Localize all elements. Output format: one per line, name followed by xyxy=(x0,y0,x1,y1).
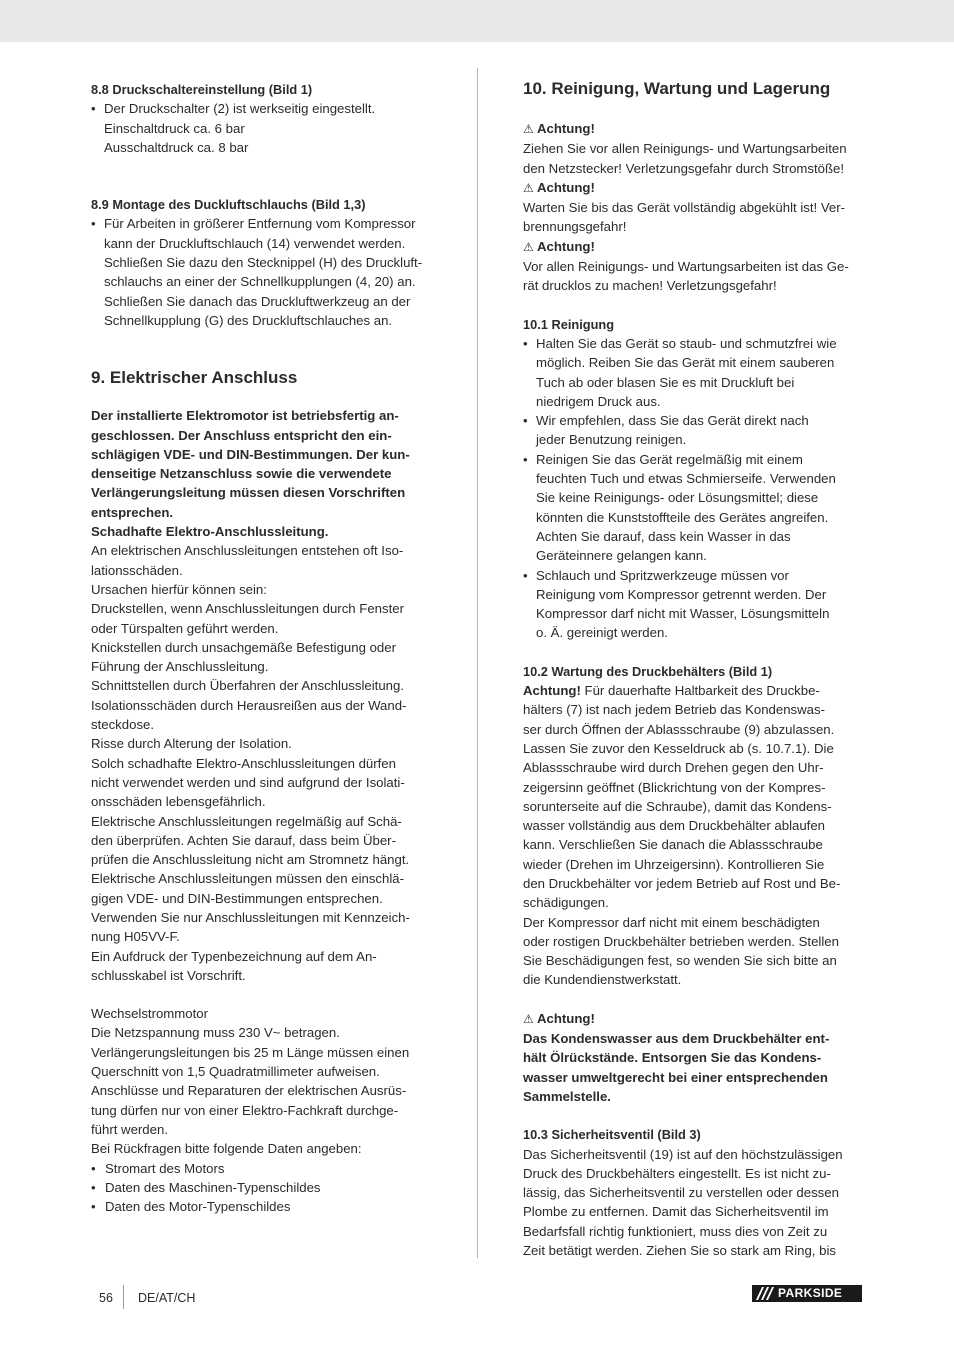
text-line: jeder Benutzung reinigen. xyxy=(536,432,687,448)
warning-text-2 xyxy=(523,198,866,237)
text-line: o. Ä. gereinigt werden. xyxy=(536,625,668,641)
text-line: Reinigung vom Kompressor getrennt werden. Der xyxy=(536,586,827,602)
text-line: sorunterseite auf die Schraube), damit das Kondens- xyxy=(523,798,832,814)
text-line: • Für Arbeiten in größerer Entfernung vom Kompressor xyxy=(104,216,416,232)
text-line: Verwenden Sie nur Anschlussleitungen mit Kennzeich- xyxy=(91,909,410,925)
text-line: Elektrische Anschlussleitungen müssen den einschlä- xyxy=(91,871,405,887)
text-line: Geräteinnere gelangen kann. xyxy=(536,548,707,564)
text-line: Sammelstelle. xyxy=(523,1088,611,1104)
warning-heading xyxy=(523,119,866,139)
text-line: den überprüfen. Achten Sie darauf, dass beim Über- xyxy=(91,832,396,848)
list-item xyxy=(523,450,866,566)
text-line: Zeit betätigt werden. Ziehen Sie so stark am Ring, bis xyxy=(523,1243,836,1259)
brand-name: PARKSIDE xyxy=(778,1286,843,1300)
text-line: schlägigen VDE- und DIN-Bestimmungen. Der kun- xyxy=(91,446,410,462)
section-8-9-title: 8.9 Montage des Duckluftschlauchs (Bild 1,3) xyxy=(91,197,366,213)
text-line: Ausschaltdruck ca. 8 bar xyxy=(104,139,249,155)
text-line: Ursachen hierfür können sein: xyxy=(91,581,267,597)
section-9-title: 9. Elektrischer Anschluss xyxy=(91,368,298,388)
text-line: feuchten Tuch und etwas Schmierseife. Verwenden xyxy=(536,471,836,487)
page-footer xyxy=(0,1285,954,1311)
list-item xyxy=(523,566,866,643)
text-line: nung H05VV-F. xyxy=(91,929,180,945)
text-line: Bei Rückfragen bitte folgende Daten angeben: xyxy=(91,1141,362,1157)
text-line: Die Netzspannung muss 230 V~ betragen. xyxy=(91,1025,340,1041)
section-9-text xyxy=(91,541,433,985)
text-line: Knickstellen durch unsachgemäße Befestigung oder xyxy=(91,639,396,655)
warning-icon: ⚠ xyxy=(523,122,534,136)
list-item xyxy=(523,411,866,450)
text-line: Ablassschraube wird durch Drehen gegen den Uhr- xyxy=(523,760,824,776)
list-item xyxy=(523,334,866,411)
text-line: Anschlüsse und Reparaturen der elektrischen Ausrüs- xyxy=(91,1083,407,1099)
section-10-3-title: 10.3 Sicherheitsventil (Bild 3) xyxy=(523,1127,701,1143)
text-line: entsprechen. xyxy=(91,504,174,520)
text-line: oder rostigen Druckbehälter betrieben werden. Stellen xyxy=(523,933,839,949)
text-line: Solch schadhafte Elektro-Anschlussleitungen dürfen xyxy=(91,755,396,771)
page-number: 56 xyxy=(99,1291,113,1305)
text-line: möglich. Reiben Sie das Gerät mit einem sauberen xyxy=(536,355,835,371)
text-line: Führung der Anschlussleitung. xyxy=(91,659,269,675)
warning-label: Achtung! xyxy=(537,121,595,136)
text-line: Verlängerungsleitungen bis 25 m Länge müssen einen xyxy=(91,1044,410,1060)
attention-label: Achtung! xyxy=(523,683,581,699)
text-line: zeigersinn geöffnet (Blickrichtung von der Kompres- xyxy=(523,779,826,795)
section-8-8-title: 8.8 Druckschaltereinstellung (Bild 1) xyxy=(91,82,313,97)
column-divider xyxy=(477,68,478,1258)
text-line: Druck des Druckbehälters eingestellt. Es ist nicht zu- xyxy=(523,1165,831,1181)
text-line: Isolationsschäden durch Herausreißen aus der Wand- xyxy=(91,697,407,713)
text-line: Wechselstrommotor xyxy=(91,1006,209,1022)
text-line: Schnittstellen durch Überfahren der Anschlussleitung. xyxy=(91,678,405,694)
text-line: den Netzstecker! Verletzungsgefahr durch Stromstöße! xyxy=(523,160,845,176)
text-line: die Kundendienstwerkstatt. xyxy=(523,972,682,988)
text-line: Bedarfsfall richtig funktioniert, muss dies von Zeit zu xyxy=(523,1223,828,1239)
text-line: denseitige Netzanschluss sowie die verwendete xyxy=(91,466,392,482)
text-line: onsschäden lebensgefährlich. xyxy=(91,794,266,810)
text-line: Das Sicherheitsventil (19) ist auf den höchstzulässigen xyxy=(523,1146,843,1162)
text-line: Sie Beschädigungen fest, so wenden Sie sich bitte an xyxy=(523,953,837,969)
text-line: brennungsgefahr! xyxy=(523,219,627,235)
text-line: An elektrischen Anschlussleitungen entstehen oft Iso- xyxy=(91,543,404,559)
warning-label: Achtung! xyxy=(537,238,595,254)
section-9-text-2 xyxy=(91,1004,433,1158)
text-line: prüfen die Anschlussleitung nicht am Stromnetz hängt. xyxy=(91,852,410,868)
text-line: niedrigem Druck aus. xyxy=(536,393,661,409)
warning-icon: ⚠ xyxy=(523,1011,534,1026)
warning-text-1 xyxy=(523,139,866,178)
text-line: Elektrische Anschlussleitungen regelmäßig auf Schä- xyxy=(91,813,402,829)
text-line: Risse durch Alterung der Isolation. xyxy=(91,736,292,752)
text-line: Plombe zu entfernen. Damit das Sicherheitsventil im xyxy=(523,1204,829,1220)
text-line: Schließen Sie danach das Druckluftwerkzeug an der xyxy=(104,293,411,309)
text-line: schlauchs an einer der Schnellkupplungen (4, 20) an. xyxy=(104,274,416,290)
warning-text-4 xyxy=(523,1029,866,1106)
list-item: • Daten des Maschinen-Typenschildes xyxy=(91,1178,433,1197)
section-10-2-title: 10.2 Wartung des Druckbehälters (Bild 1) xyxy=(523,663,773,679)
text-line: gigen VDE- und DIN-Bestimmungen entsprechen. xyxy=(91,890,383,906)
warning-heading xyxy=(523,237,866,257)
text-line: nicht verwendet werden und sind aufgrund der Isolati- xyxy=(91,774,405,790)
top-bar xyxy=(0,0,954,42)
text-line: Schnellkupplung (G) des Druckluftschlauches an. xyxy=(104,312,393,328)
warning-icon: ⚠ xyxy=(523,239,534,254)
parkside-logo xyxy=(752,1285,862,1302)
warning-heading xyxy=(523,178,866,198)
text-line: lässig, das Sicherheitsventil zu verstellen oder dessen xyxy=(523,1185,839,1201)
text-line: • Wir empfehlen, dass Sie das Gerät direkt nach xyxy=(536,413,809,429)
text-line: führt werden. xyxy=(91,1121,168,1137)
logo-stripes-icon xyxy=(756,1285,774,1302)
text-line: hält Ölrückstände. Entsorgen Sie das Kondens- xyxy=(523,1050,822,1066)
section-10-2-text xyxy=(523,681,866,990)
warning-text-3 xyxy=(523,257,866,296)
region-label: DE/AT/CH xyxy=(138,1291,196,1305)
section-8-8-bullet xyxy=(91,99,433,157)
right-column xyxy=(523,77,866,1260)
list-item: • Stromart des Motors xyxy=(91,1159,433,1178)
text-line: könnten die Kunststoffteile des Gerätes angreifen. xyxy=(536,509,829,525)
text-line: Schließen Sie dazu den Stecknippel (H) des Druckluft- xyxy=(104,255,423,271)
text-line: schlusskabel ist Vorschrift. xyxy=(91,967,246,983)
footer-divider xyxy=(123,1285,124,1309)
text-line: Das Kondenswasser aus dem Druckbehälter ent- xyxy=(523,1031,830,1047)
text-line: oder Türspalten geführt werden. xyxy=(91,620,279,636)
text-line: • Schlauch und Spritzwerkzeuge müssen vor xyxy=(536,567,789,583)
text-line: hälters (7) ist nach jedem Betrieb das Kondenswas- xyxy=(523,702,825,718)
warning-label: Achtung! xyxy=(537,1010,595,1026)
section-9-bold-block xyxy=(91,406,433,541)
text-line: geschlossen. Der Anschluss entspricht den ein- xyxy=(91,427,392,443)
warning-icon: ⚠ xyxy=(523,180,534,195)
text-line: Schadhafte Elektro-Anschlussleitung. xyxy=(91,524,329,540)
text-span: Für dauerhafte Haltbarkeit des Druckbe- xyxy=(580,683,820,699)
text-line: • Der Druckschalter (2) ist werkseitig eingestellt. xyxy=(104,101,376,117)
text-line: schädigungen. xyxy=(523,895,609,911)
text-line: steckdose. xyxy=(91,717,155,733)
section-8-9-bullet xyxy=(91,214,433,330)
text-line: Ein Aufdruck der Typenbezeichnung auf dem An- xyxy=(91,948,377,964)
section-10-title: 10. Reinigung, Wartung und Lagerung xyxy=(523,79,831,98)
text-line: Vor allen Reinigungs- und Wartungsarbeiten ist das Ge- xyxy=(523,259,849,275)
text-line: Achten Sie darauf, dass kein Wasser in das xyxy=(536,528,791,544)
text-line: Verlängerungsleitung müssen diesen Vorschriften xyxy=(91,485,406,501)
text-line: • Halten Sie das Gerät so staub- und schmutzfrei wie xyxy=(536,335,837,351)
section-10-3-text xyxy=(523,1145,866,1261)
warning-heading xyxy=(523,1009,866,1029)
text-line: Querschnitt von 1,5 Quadratmillimeter aufweisen. xyxy=(91,1064,380,1080)
list-item: • Daten des Motor-Typenschildes xyxy=(91,1197,433,1216)
text-line: kann. Verschließen Sie danach die Ablassschraube xyxy=(523,837,823,853)
text-line: • Reinigen Sie das Gerät regelmäßig mit einem xyxy=(536,451,803,467)
text-line: Ziehen Sie vor allen Reinigungs- und Wartungsarbeiten xyxy=(523,141,847,157)
text-line: Warten Sie bis das Gerät vollständig abgekühlt ist! Ver- xyxy=(523,200,846,216)
section-10-1-title: 10.1 Reinigung xyxy=(523,316,615,332)
text-line: lationsschäden. xyxy=(91,562,183,578)
left-column xyxy=(91,80,433,1216)
text-line: ser durch Öffnen der Ablassschraube (9) abzulassen. xyxy=(523,721,835,737)
text-line: Der Kompressor darf nicht mit einem beschädigten xyxy=(523,914,820,930)
text-line: wasser umweltgerecht bei einer entsprechenden xyxy=(523,1069,828,1085)
warning-label: Achtung! xyxy=(537,179,595,195)
text-line: Tuch ab oder blasen Sie es mit Druckluft bei xyxy=(536,374,795,390)
text-line: Einschaltdruck ca. 6 bar xyxy=(104,120,245,136)
data-list xyxy=(91,1159,433,1217)
text-line: Druckstellen, wenn Anschlussleitungen durch Fenster xyxy=(91,601,405,617)
text-line: wieder (Drehen im Uhrzeigersinn). Kontrollieren Sie xyxy=(523,856,825,872)
text-line: den Druckbehälter vor jedem Betrieb auf Rost und Be- xyxy=(523,875,841,891)
text-line: Kompressor darf nicht mit Wasser, Lösungsmitteln xyxy=(536,606,830,622)
text-line: kann der Druckluftschlauch (14) verwendet werden. xyxy=(104,235,406,251)
text-line: Lassen Sie zuvor den Kesseldruck ab (s. 10.7.1). Die xyxy=(523,740,834,756)
text-line: Der installierte Elektromotor ist betriebsfertig an- xyxy=(91,408,399,424)
text-line: wasser vollständig aus dem Druckbehälter ablaufen xyxy=(523,818,826,834)
text-line: tung dürfen nur von einer Elektro-Fachkraft durchge- xyxy=(91,1102,399,1118)
text-line: rät drucklos zu machen! Verletzungsgefahr! xyxy=(523,278,777,294)
text-line: Sie keine Reinigungs- oder Lösungsmittel; diese xyxy=(536,490,819,506)
text-line xyxy=(523,681,866,700)
